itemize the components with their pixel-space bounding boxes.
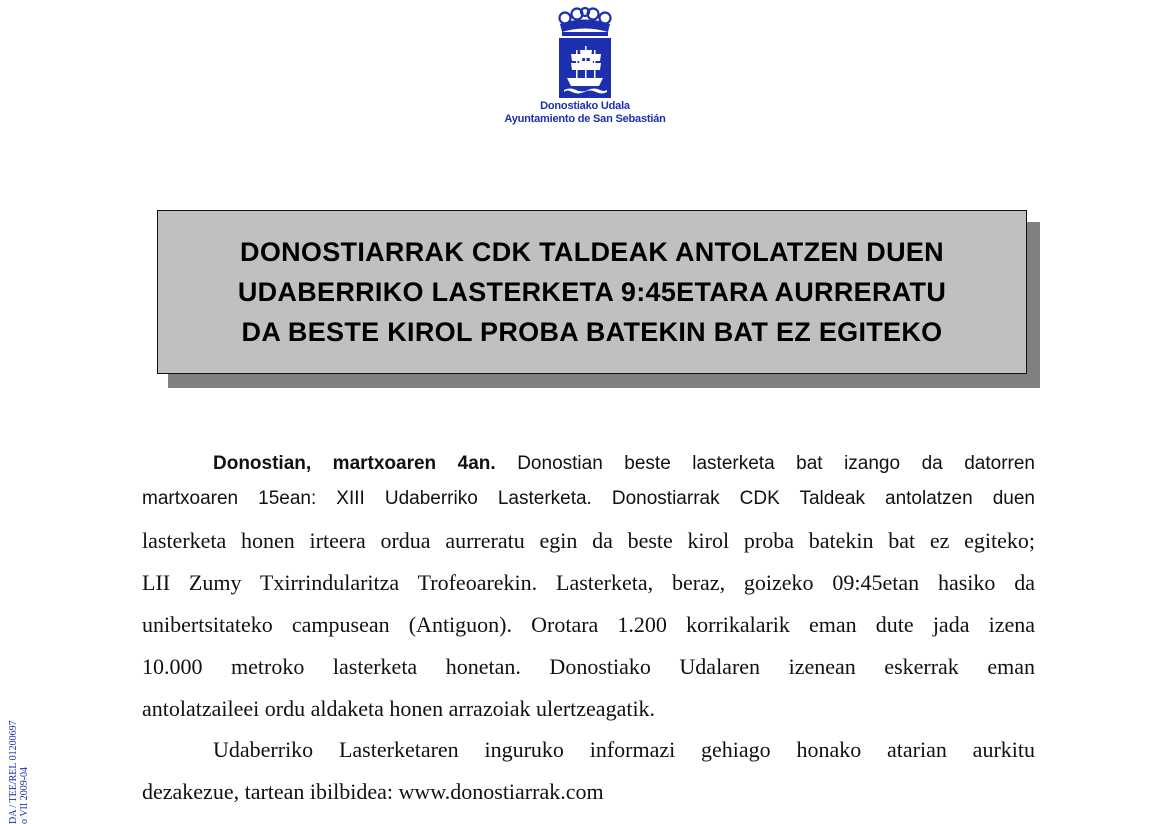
paragraph-line: unibertsitateko campusean (Antiguon). Orotara 1.200 korrikalarik eman dute jada izena bbox=[142, 612, 1035, 637]
paragraph-line: 10.000 metroko lasterketa honetan. Donostiako Udalaren izenean eskerrak eman bbox=[142, 654, 1035, 679]
paragraph-line: dezakezue, tartean ibilbidea: www.donostiarrak.com bbox=[142, 779, 604, 804]
municipal-logo bbox=[490, 6, 680, 136]
paragraph-line: martxoaren 15ean: XIII Udaberriko Lasterketa. Donostiarrak CDK Taldeak antolatzen duen bbox=[142, 488, 1035, 509]
reference-code: DA / TEE/REL 01200697 bbox=[8, 720, 19, 824]
title-line: DONOSTIARRAK CDK TALDEAK ANTOLATZEN DUEN bbox=[240, 237, 944, 267]
title-line: UDABERRIKO LASTERKETA 9:45ETARA AURRERATU bbox=[237, 277, 947, 307]
paragraph-line bbox=[142, 443, 1035, 478]
title-line: DA BESTE KIROL PROBA BATEKIN BAT EZ EGITEKO bbox=[241, 317, 943, 347]
paragraph-line: antolatzaileei ordu aldaketa honen arrazoiak ulertzeagatik. bbox=[142, 696, 656, 721]
dateline: Donostian, martxoaren 4an. bbox=[213, 453, 496, 474]
municipality-name-basque: Donostiako Udala bbox=[540, 100, 630, 112]
paragraph-line: LII Zumy Txirrindularitza Trofeoarekin. Lasterketa, beraz, goizeko 09:45etan hasiko da bbox=[142, 570, 1035, 595]
body-paragraph-1 bbox=[142, 443, 1035, 730]
san-sebastian-coat-of-arms-icon bbox=[554, 6, 616, 100]
paragraph-line: lasterketa honen irteera ordua aurreratu egin da beste kirol proba batekin bat ez egiteko; bbox=[142, 528, 1035, 553]
document-reference-margin-note bbox=[8, 720, 30, 824]
press-release-title-box bbox=[157, 210, 1027, 374]
body-paragraph-2 bbox=[142, 729, 1035, 813]
municipality-name-spanish: Ayuntamiento de San Sebastián bbox=[504, 113, 666, 125]
paragraph-line: Udaberriko Lasterketaren inguruko informazi gehiago honako atarian aurkitu bbox=[213, 737, 1035, 762]
paragraph-text: Donostian beste lasterketa bat izango da datorren bbox=[495, 453, 1035, 474]
reference-date: o VII 2009-04 bbox=[19, 766, 30, 824]
